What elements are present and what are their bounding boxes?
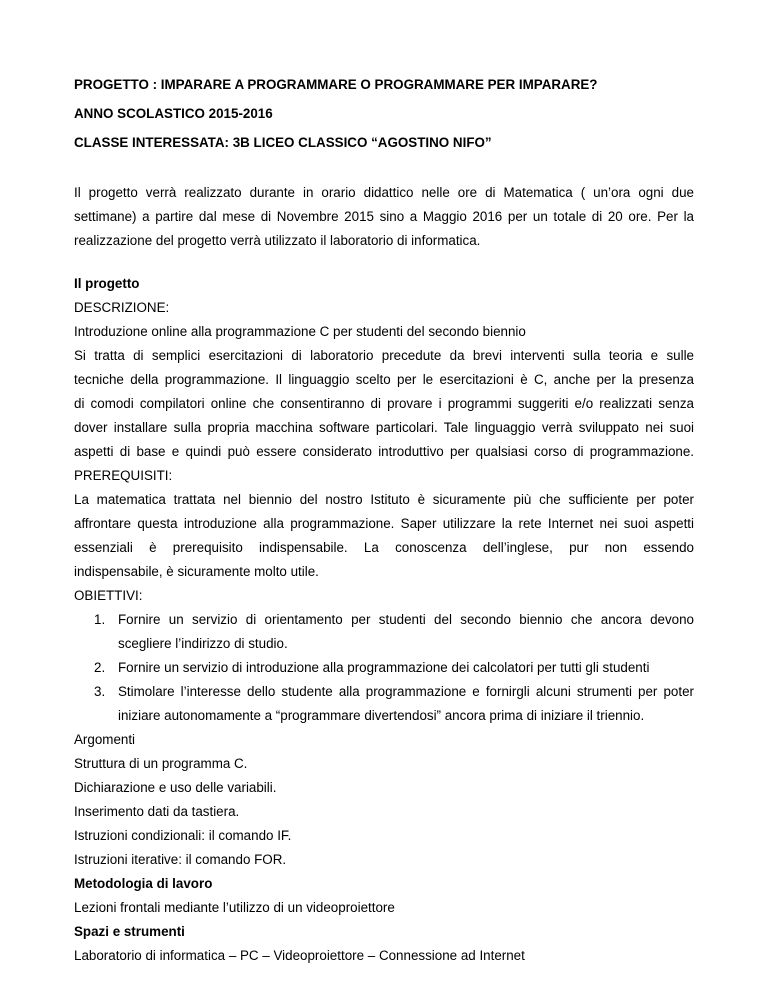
school-year: ANNO SCOLASTICO 2015-2016	[74, 106, 273, 121]
intro-paragraph	[74, 181, 694, 253]
prerequisites-label: PREREQUISITI:	[74, 468, 173, 483]
description-subtitle: Introduzione online alla programmazione C per studenti del secondo biennio	[74, 324, 526, 339]
objectives-label: OBIETTIVI:	[74, 588, 143, 603]
objective-number: 2.	[94, 660, 106, 675]
prerequisites-line: indispensabile, è sicuramente molto utile.	[74, 564, 319, 579]
tools-title: Spazi e strumenti	[74, 924, 185, 939]
intro-line: Il progetto verrà realizzato durante in orario didattico nelle ore di Matematica ( un’ora ogni due	[74, 185, 694, 200]
topic-item: Istruzioni condizionali: il comando IF.	[74, 828, 292, 843]
prerequisites-line: La matematica trattata nel biennio del nostro Istituto è sicuramente più che sufficiente per poter	[74, 492, 694, 507]
description-line: di comodi compilatori online che consentiranno di provare i programmi suggeriti e/o realizzati senza	[74, 396, 694, 411]
objective-item	[94, 656, 694, 680]
description-line: Si tratta di semplici esercitazioni di laboratorio precedute da brevi interventi sulla teoria e sulle	[74, 348, 694, 363]
topics-label: Argomenti	[74, 732, 136, 747]
objectives-list	[74, 608, 694, 728]
objective-number: 3.	[94, 684, 106, 699]
topic-item: Dichiarazione e uso delle variabili.	[74, 780, 277, 795]
intro-line: settimane) a partire dal mese di Novembre 2015 sino a Maggio 2016 per un totale di 20 ore. Per la	[74, 209, 694, 224]
prerequisites-line: affrontare questa introduzione alla programmazione. Saper utilizzare la rete Internet nei suoi aspetti	[74, 516, 694, 531]
objective-text: scegliere l’indirizzo di studio.	[118, 636, 288, 651]
objective-text: Fornire un servizio di introduzione alla programmazione dei calcolatori per tutti gli studenti	[118, 660, 650, 675]
description-line: tecniche della programmazione. Il linguaggio scelto per le esercitazioni è C, anche per la presenza	[74, 372, 694, 387]
topic-item: Istruzioni iterative: il comando FOR.	[74, 852, 287, 867]
objective-text: iniziare autonomamente a “programmare divertendosi” ancora prima di iniziare il triennio.	[118, 708, 645, 723]
objective-text: Fornire un servizio di orientamento per studenti del secondo biennio che ancora devono	[118, 612, 694, 627]
project-title: PROGETTO : IMPARARE A PROGRAMMARE O PROGRAMMARE PER IMPARARE?	[74, 77, 598, 92]
objective-item	[94, 680, 694, 728]
objective-number: 1.	[94, 612, 106, 627]
topic-item: Struttura di un programma C.	[74, 756, 248, 771]
description-line: dover installare sulla propria macchina software particolari. Tale linguaggio verrà sviluppato nei suoi	[74, 420, 694, 435]
document-page	[74, 75, 694, 968]
tools-text: Laboratorio di informatica – PC – Videoproiettore – Connessione ad Internet	[74, 948, 525, 963]
description-line: aspetti di base e quindi può essere considerato introduttivo per qualsiasi corso di programmazione.	[74, 444, 694, 459]
intro-line: realizzazione del progetto verrà utilizzato il laboratorio di informatica.	[74, 233, 481, 248]
objective-text: Stimolare l’interesse dello studente alla programmazione e fornirgli alcuni strumenti per poter	[118, 684, 694, 699]
description-paragraph	[74, 344, 694, 464]
methodology-text: Lezioni frontali mediante l’utilizzo di un videoproiettore	[74, 900, 395, 915]
target-class: CLASSE INTERESSATA: 3B LICEO CLASSICO “AGOSTINO NIFO”	[74, 135, 492, 150]
methodology-title: Metodologia di lavoro	[74, 876, 213, 891]
section-title-project: Il progetto	[74, 276, 140, 291]
objective-item	[94, 608, 694, 656]
prerequisites-line: essenziali è prerequisito indispensabile. La conoscenza dell’inglese, pur non essendo	[74, 540, 694, 555]
topic-item: Inserimento dati da tastiera.	[74, 804, 240, 819]
prerequisites-paragraph	[74, 488, 694, 584]
description-label: DESCRIZIONE:	[74, 300, 170, 315]
